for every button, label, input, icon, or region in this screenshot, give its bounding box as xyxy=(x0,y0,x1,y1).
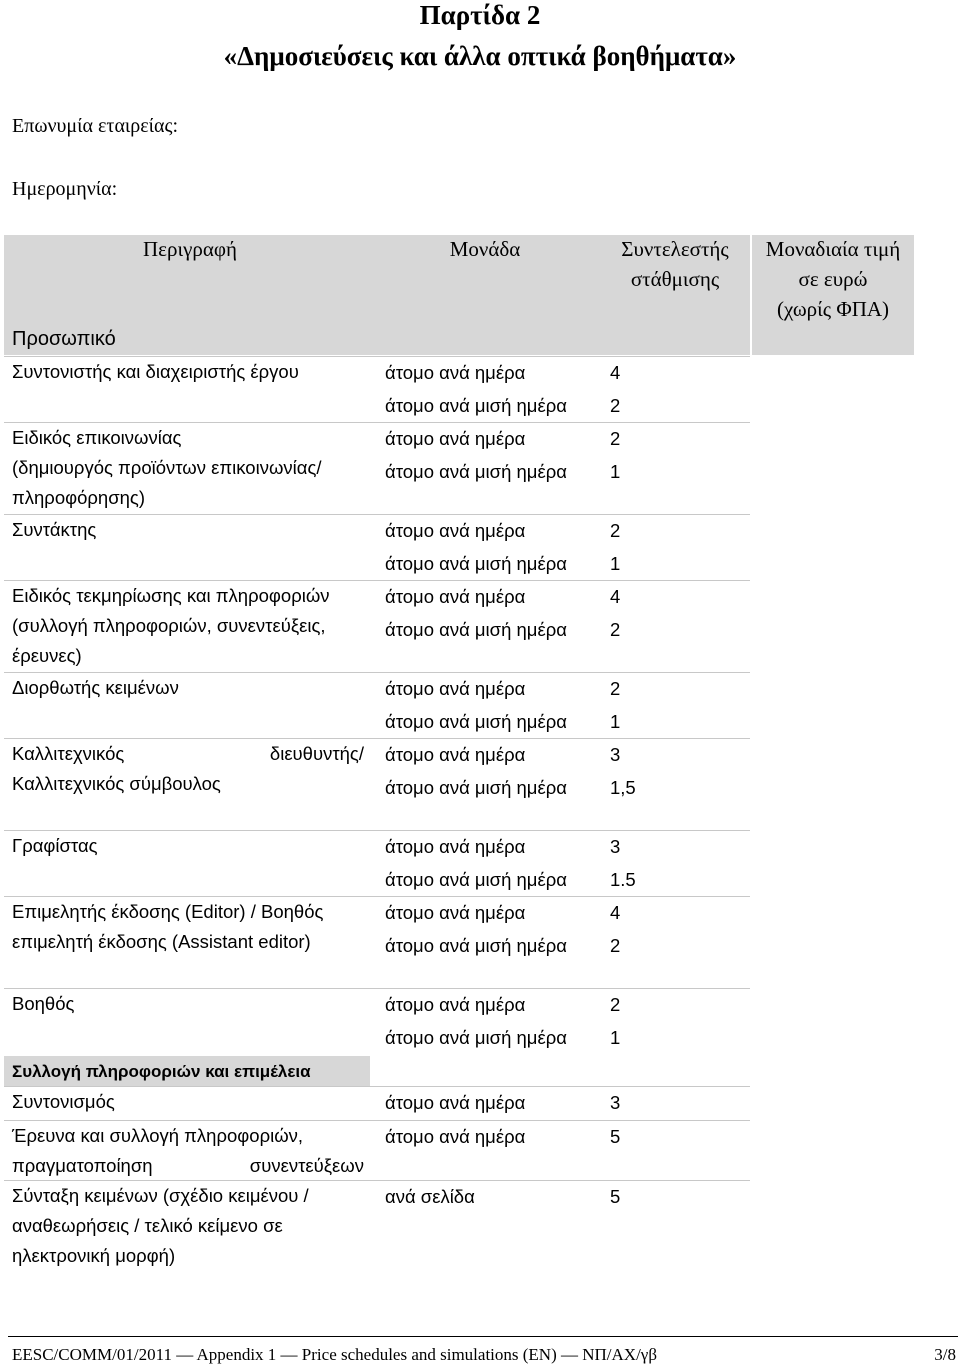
table-row-coefficient xyxy=(610,988,650,1054)
coef-half-day: 1 xyxy=(610,1027,621,1048)
coef-half-day: 2 xyxy=(610,395,621,416)
description-line: Επιμελητής έκδοσης (Editor) / Βοηθός xyxy=(12,901,324,922)
unit-day: άτομο ανά ημέρα xyxy=(385,428,526,449)
table-row-description xyxy=(12,831,364,861)
table-row-coefficient xyxy=(610,830,650,896)
unit-day: άτομο ανά ημέρα xyxy=(385,1092,526,1113)
table-row-coefficient xyxy=(610,738,650,804)
company-name-label: Επωνυμία εταιρείας: xyxy=(12,115,179,137)
description-line: Συντάκτης xyxy=(12,519,97,540)
table-row-coefficient xyxy=(610,356,650,422)
header-coefficient-line1: Συντελεστής xyxy=(621,237,729,261)
description-line: ηλεκτρονική μορφή) xyxy=(12,1245,176,1266)
coef-half-day: 2 xyxy=(610,619,621,640)
table-row-description xyxy=(12,897,364,957)
description-line: (συλλογή πληροφοριών, συνεντεύξεις, xyxy=(12,615,326,636)
coef-half-day: 1 xyxy=(610,461,621,482)
unit-half-day: άτομο ανά μισή ημέρα xyxy=(385,777,567,798)
unit-day: άτομο ανά ημέρα xyxy=(385,1126,526,1147)
header-price-line2: σε ευρώ xyxy=(798,267,868,291)
coef-day: 3 xyxy=(610,836,621,857)
table-row-description xyxy=(12,581,364,671)
header-unit: Μονάδα xyxy=(449,237,521,261)
description-line: πραγματοποίηση συνεντεύξεων xyxy=(12,1155,364,1176)
table-row-unit xyxy=(385,830,600,896)
description-line: πληροφόρησης) xyxy=(12,487,145,508)
description-line: Σύνταξη κειμένων (σχέδιο κειμένου / xyxy=(12,1185,309,1206)
unit-half-day: άτομο ανά μισή ημέρα xyxy=(385,935,567,956)
unit-half-day: άτομο ανά μισή ημέρα xyxy=(385,553,567,574)
table-row-description xyxy=(12,739,364,799)
table-row-unit xyxy=(385,1086,600,1119)
table-row-coefficient xyxy=(610,1086,650,1119)
unit-day: άτομο ανά ημέρα xyxy=(385,586,526,607)
table-row-unit xyxy=(385,1120,600,1153)
coef-day: 2 xyxy=(610,520,621,541)
table-row-unit xyxy=(385,422,600,488)
coef-half-day: 1 xyxy=(610,711,621,732)
table-row-unit xyxy=(385,1180,600,1213)
description-word: Καλλιτεχνικός xyxy=(12,743,125,764)
date-label: Ημερομηνία: xyxy=(12,178,118,200)
page-number: 3/8 xyxy=(934,1345,956,1364)
description-line: Ειδικός επικοινωνίας xyxy=(12,427,182,448)
unit-day: άτομο ανά ημέρα xyxy=(385,678,526,699)
unit-half-day: άτομο ανά μισή ημέρα xyxy=(385,869,567,890)
description-line: Βοηθός xyxy=(12,993,75,1014)
coef-half-day: 1.5 xyxy=(610,869,636,890)
unit-day: άτομο ανά ημέρα xyxy=(385,744,526,765)
description-line xyxy=(12,739,364,769)
coef-day: 3 xyxy=(610,1092,621,1113)
unit-half-day: άτομο ανά μισή ημέρα xyxy=(385,619,567,640)
coef-half-day: 2 xyxy=(610,935,621,956)
footer-divider xyxy=(8,1336,958,1337)
table-row-coefficient xyxy=(610,1180,650,1213)
table-row-description xyxy=(12,423,364,513)
unit-day: άτομο ανά ημέρα xyxy=(385,994,526,1015)
unit-half-day: άτομο ανά μισή ημέρα xyxy=(385,1027,567,1048)
table-row-unit xyxy=(385,988,600,1054)
table-row-description xyxy=(12,1087,364,1117)
page-subtitle: «Δημοσιεύσεις και άλλα οπτικά βοηθήματα» xyxy=(223,41,737,71)
description-line: έρευνες) xyxy=(12,645,82,666)
table-row-unit xyxy=(385,896,600,962)
table-row-unit xyxy=(385,356,600,422)
table-row-unit xyxy=(385,514,600,580)
section-information xyxy=(4,1056,370,1086)
coef-day: 5 xyxy=(610,1126,621,1147)
unit-day: άτομο ανά ημέρα xyxy=(385,362,526,383)
unit-page: ανά σελίδα xyxy=(385,1186,475,1207)
unit-day: άτομο ανά ημέρα xyxy=(385,902,526,923)
description-line: επιμελητή έκδοσης (Assistant editor) xyxy=(12,931,311,952)
table-row-unit xyxy=(385,580,600,646)
table-row-coefficient xyxy=(610,514,650,580)
unit-half-day: άτομο ανά μισή ημέρα xyxy=(385,711,567,732)
unit-half-day: άτομο ανά μισή ημέρα xyxy=(385,461,567,482)
table-row-coefficient xyxy=(610,1120,650,1153)
coef-day: 4 xyxy=(610,362,621,383)
coef-day: 4 xyxy=(610,902,621,923)
unit-half-day: άτομο ανά μισή ημέρα xyxy=(385,395,567,416)
description-line: αναθεωρήσεις / τελικό κείμενο σε xyxy=(12,1215,283,1236)
description-line: Καλλιτεχνικός σύμβουλος xyxy=(12,773,221,794)
header-unit-price xyxy=(752,234,914,324)
coef-half-day: 1,5 xyxy=(610,777,636,798)
section-information-label: Συλλογή πληροφοριών και επιμέλεια xyxy=(12,1062,311,1081)
coef-day: 2 xyxy=(610,428,621,449)
description-line: Διορθωτής κειμένων xyxy=(12,677,179,698)
coef-day: 2 xyxy=(610,678,621,699)
table-row-description xyxy=(12,673,364,703)
description-line: (δημιουργός προϊόντων επικοινωνίας/ xyxy=(12,457,322,478)
unit-day: άτομο ανά ημέρα xyxy=(385,836,526,857)
header-description: Περιγραφή xyxy=(143,237,237,261)
header-coefficient-line2: στάθμισης xyxy=(630,267,720,291)
table-row-coefficient xyxy=(610,422,650,488)
table-row-coefficient xyxy=(610,672,650,738)
table-row-description xyxy=(12,357,364,387)
section-personnel xyxy=(4,324,750,354)
unit-day: άτομο ανά ημέρα xyxy=(385,520,526,541)
header-coefficient xyxy=(605,234,745,294)
header-price-line1: Μοναδιαία τιμή xyxy=(765,237,901,261)
table-row-description xyxy=(12,515,364,545)
table-row-coefficient xyxy=(610,896,650,962)
table-row-coefficient xyxy=(610,580,650,646)
section-personnel-label: Προσωπικό xyxy=(12,328,116,350)
coef-page: 5 xyxy=(610,1186,621,1207)
coef-day: 3 xyxy=(610,744,621,765)
table-row-description xyxy=(12,1121,364,1181)
description-line: Συντονισμός xyxy=(12,1091,115,1112)
table-row-description xyxy=(12,1181,364,1271)
table-row-unit xyxy=(385,738,600,804)
coef-half-day: 1 xyxy=(610,553,621,574)
coef-day: 4 xyxy=(610,586,621,607)
description-line: Γραφίστας xyxy=(12,835,98,856)
description-line: Ειδικός τεκμηρίωσης και πληροφοριών xyxy=(12,585,330,606)
coef-day: 2 xyxy=(610,994,621,1015)
table-row-unit xyxy=(385,672,600,738)
description-word: διευθυντής/ xyxy=(269,743,364,764)
description-line: Συντονιστής και διαχειριστής έργου xyxy=(12,361,299,382)
footer-reference: EESC/COMM/01/2011 — Appendix 1 — Price schedules and simulations (EN) — ΝΠ/ΑΧ/γβ xyxy=(12,1345,657,1364)
description-line: Έρευνα και συλλογή πληροφοριών, xyxy=(12,1125,304,1146)
page-title: Παρτίδα 2 xyxy=(419,0,541,30)
table-row-description xyxy=(12,989,364,1019)
header-price-line3: (χωρίς ΦΠΑ) xyxy=(776,297,890,321)
